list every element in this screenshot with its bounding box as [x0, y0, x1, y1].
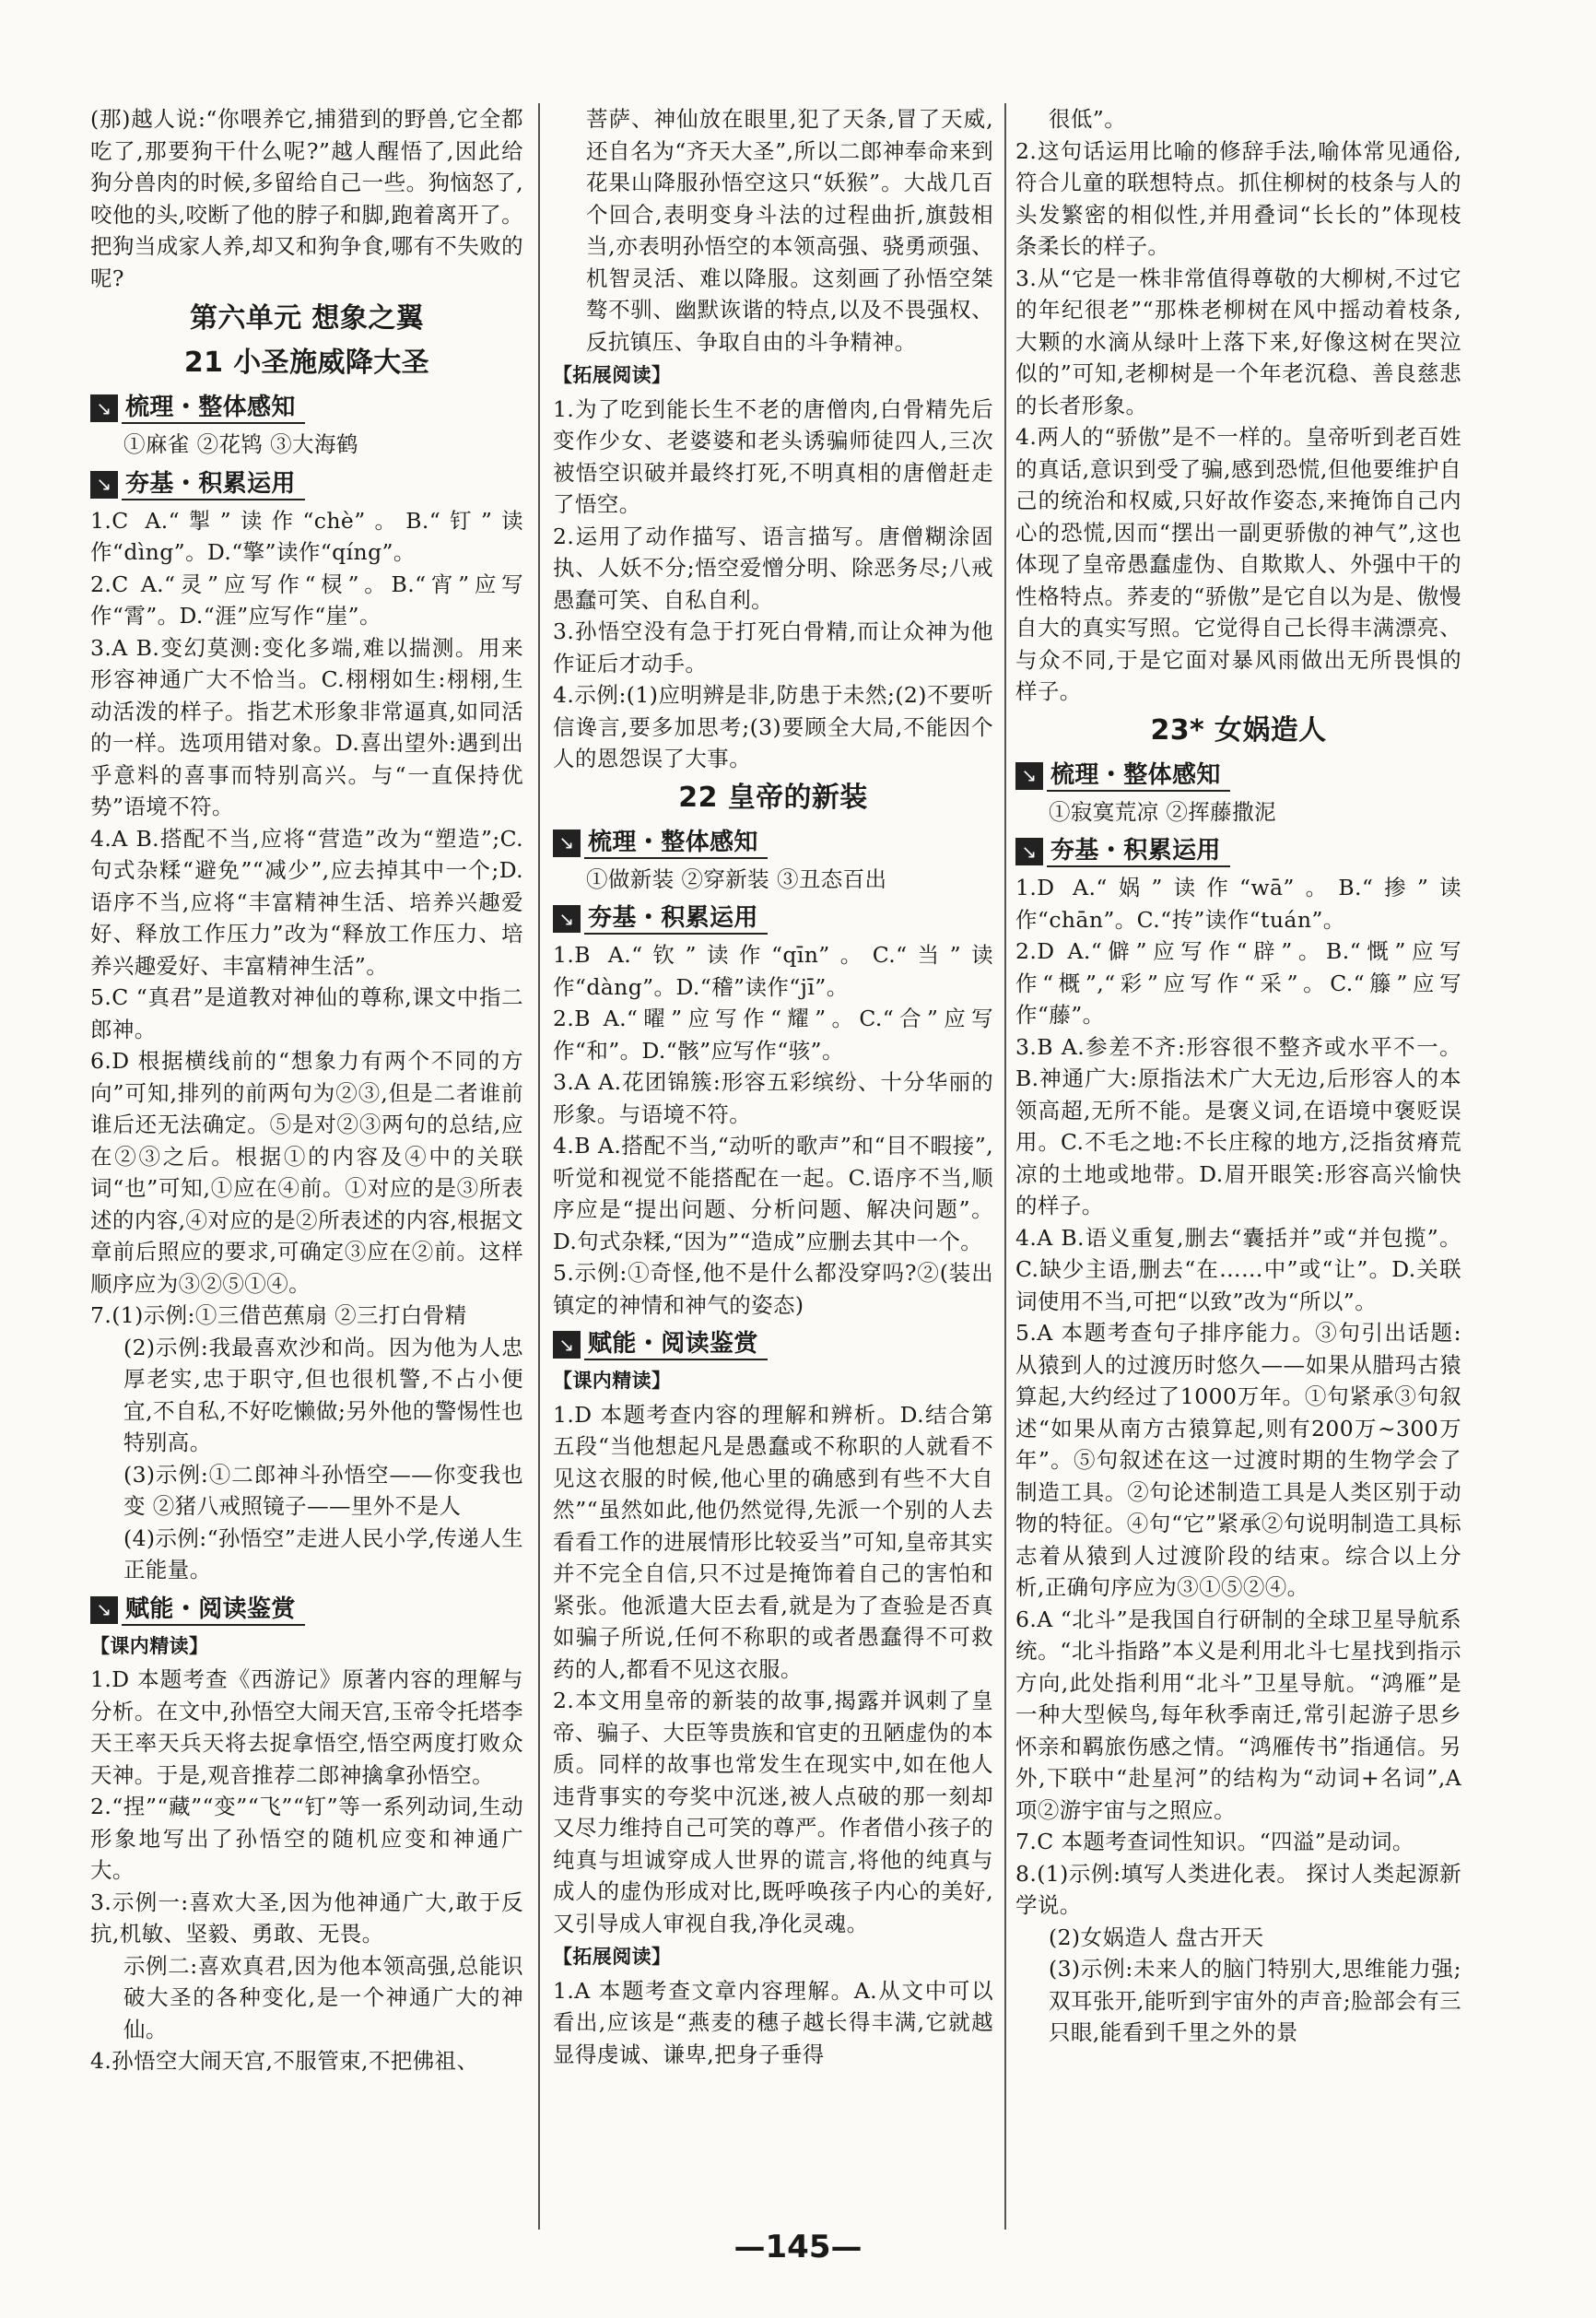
answer-item: 4.示例:(1)应明辨是非,防患于未然;(2)不要听信谗言,要多加思考;(3)要顾全大局,不能因个人的恩怨误了大事。	[553, 682, 993, 771]
answer-item: 3.从“它是一株非常值得尊敬的大柳树,不过它的年纪很老”“那株老柳树在风中摇动着枝条,大颗的水滴从绿叶上落下来,好像这树在哭泣似的”可知,老柳树是一个年老沉稳、善良慈悲的长者形象。	[1015, 265, 1461, 418]
answer-item: 4.孙悟空大闹天宫,不服管束,不把佛祖、	[90, 2048, 479, 2074]
arrow-box-icon: ↘	[553, 1331, 581, 1359]
answer-item: 3.A A.花团锦簇:形容五彩缤纷、十分华丽的形象。与语境不符。	[553, 1069, 993, 1127]
unit-title: 第六单元 想象之翼	[189, 302, 425, 335]
subheading-tuozhan: 【拓展阅读】	[553, 1946, 672, 1968]
answer-item: 4.B A.搭配不当,“动听的歌声”和“目不暇接”,听觉和视觉不能搭配在一起。C.语序不当,顺序应是“提出问题、分析问题、解决问题”。D.句式杂糅,“因为”“造成”应删去其中一个。	[553, 1133, 993, 1254]
shuli-answer: ①做新装 ②穿新装 ③丑态百出	[586, 865, 887, 892]
section-header-shuli: ↘ 梳理・整体感知	[553, 827, 993, 860]
arrow-box-icon: ↘	[90, 1596, 118, 1624]
column-1	[90, 103, 523, 2235]
lesson-title-22: 22 皇帝的新装	[678, 781, 868, 814]
arrow-box-icon: ↘	[553, 905, 581, 933]
arrow-box-icon: ↘	[1015, 762, 1043, 790]
answer-item: 1.A 本题考查文章内容理解。A.从文中可以看出,应该是“燕麦的穗子越长得丰满,它就越显得虔诚、谦卑,把身子垂得	[553, 1977, 993, 2067]
answer-item: 7.C 本题考查词性知识。“四溢”是动词。	[1015, 1829, 1414, 1854]
answer-item: 4.两人的“骄傲”是不一样的。皇帝听到老百姓的真话,意识到受了骗,感到恐慌,但他要维护自己的统治和权威,只好故作姿态,来掩饰自己内心的恐慌,因而“摆出一副更骄傲的神气”,这也体现了皇帝愚蠢虚伪、自欺欺人、外强中干的性格特点。荞麦的“骄傲”是它自以为是、傲慢自大的真实写照。它觉得自己长得丰满漂亮、与众不同,于是它面对暴风雨做出无所畏惧的样子。	[1015, 424, 1461, 704]
section-header-shuli: ↘ 梳理・整体感知	[90, 392, 523, 425]
answer-item: 6.A “北斗”是我国自行研制的全球卫星导航系统。“北斗指路”本义是利用北斗七星找到指示方向,此处指利用“北斗”卫星导航。“鸿雁”是一种大型候鸟,每年秋季南迁,常引起游子思乡怀亲和羁旅伤感之情。“鸿雁传书”指通信。另外,下联中“赴星河”的结构为“动词+名词”,A项②游宇宙与之照应。	[1015, 1606, 1461, 1823]
answer-item: 2.D A.“僻”应写作“辟”。B.“慨”应写作“概”,“彩”应写作“采”。C.“籐”应写作“藤”。	[1015, 938, 1461, 1028]
arrow-box-icon: ↘	[553, 830, 581, 857]
answer-item: 3.A B.变幻莫测:变化多端,难以揣测。用来形容神通广大不恰当。C.栩栩如生:栩栩,生动活泼的样子。指艺术形象非常逼真,如同活的一样。选项用错对象。D.喜出望外:遇到出乎意料的喜事而特别高兴。与“一直保持优势”语境不符。	[90, 634, 523, 819]
answer-subitem: (2)女娲造人 盘古开天	[1049, 1924, 1264, 1950]
answer-subitem: (2)示例:我最喜欢沙和尚。因为他为人忠厚老实,忠于职守,但也很机警,不占小便宜,不自私,不好吃懒做;另外他的警惕性也特别高。	[123, 1334, 523, 1455]
answer-item: 4.A B.语义重复,删去“囊括并”或“并包揽”。C.缺少主语,删去“在……中”或“让”。D.关联词使用不当,可把“以致”改为“所以”。	[1015, 1224, 1461, 1314]
answer-item: 1.C A.“掣”读作“chè”。B.“钉”读作“dìng”。D.“擎”读作“qíng”。	[90, 507, 523, 565]
answer-item: 1.D 本题考查内容的理解和辨析。D.结合第五段“当他想起凡是愚蠢或不称职的人就看不见这衣服的时候,他心里的确感到有些不大自然”“虽然如此,他仍然觉得,先派一个别的人去看看工作的进展情形比较妥当”可知,皇帝其实并不完全自信,只不过是掩饰着自己的害怕和紧张。他派遣大臣去看,就是为了查验是否真如骗子所说,任何不称职的或者愚蠢得不可救药的人,都看不见这衣服。	[553, 1401, 993, 1682]
answer-item: 6.D 根据横线前的“想象力有两个不同的方向”可知,排列的前两句为②③,但是二者谁前谁后还无法确定。⑤是对②③两句的总结,应在②③之后。根据①的内容及④中的关联词“也”可知,①应在④前。①对应的是③所表述的内容,④对应的是②所表述的内容,根据文章前后照应的要求,可确定③应在②前。这样顺序应为③②⑤①④。	[90, 1048, 523, 1297]
answer-item: 2.运用了动作描写、语言描写。唐僧糊涂固执、人妖不分;悟空爱憎分明、除恶务尽;八戒愚蠢可笑、自私自利。	[553, 523, 993, 613]
answer-subitem: (4)示例:“孙悟空”走进人民小学,传递人生正能量。	[123, 1524, 524, 1583]
answer-item: 7.(1)示例:①三借芭蕉扇 ②三打白骨精	[90, 1302, 467, 1328]
answer-item: 1.B A.“钦”读作“qīn”。C.“当”读作“dàng”。D.“稽”读作“jī”。	[553, 942, 993, 1000]
section-header-kuaji: ↘ 夯基・积累运用	[90, 468, 523, 501]
answer-item: 3.孙悟空没有急于打死白骨精,而让众神为他作证后才动手。	[553, 618, 993, 677]
answer-item: 5.示例:①奇怪,他不是什么都没穿吗?②(装出镇定的神情和神气的姿态)	[553, 1260, 993, 1318]
continued-paragraph: 菩萨、神仙放在眼里,犯了天条,冒了天威,还自名为“齐天大圣”,所以二郎神奉命来到花果山降服孙悟空这只“妖猴”。大战几百个回合,表明变身斗法的过程曲折,旗鼓相当,亦表明孙悟空的本领高强、骁勇顽强、机智灵活、难以降服。这刻画了孙悟空桀骜不驯、幽默诙谐的特点,以及不畏强权、反抗镇压、争取自由的斗争精神。	[586, 106, 993, 355]
answer-subitem: 示例二:喜欢真君,因为他本领高强,总能识破大圣的各种变化,是一个神通广大的神仙。	[123, 1952, 523, 2042]
page-number: —145—	[733, 2229, 863, 2265]
answer-item: 2.这句话运用比喻的修辞手法,喻体常见通俗,符合儿童的联想特点。抓住柳树的枝条与人的头发繁密的相似性,并用叠词“长长的”体现枝条柔长的样子。	[1015, 137, 1461, 259]
answer-item: 4.A B.搭配不当,应将“营造”改为“塑造”;C.句式杂糅“避免”“减少”,应去掉其中一个;D.语序不当,应将“丰富精神生活、培养兴趣爱好、释放工作压力”改为“释放工作压力、培养兴趣爱好、丰富精神生活”。	[90, 825, 523, 979]
section-header-kuaji: ↘ 夯基・积累运用	[1015, 835, 1461, 868]
arrow-box-icon: ↘	[90, 394, 118, 422]
answer-item: 5.A 本题考查句子排序能力。③句引出话题:从猿到人的过渡历时悠久——如果从腊玛古猿算起,大约经过了1000万年。①句紧承③句叙述“如果从南方古猿算起,则有200万~300万年”。⑤句叙述在这一过渡时期的生物学会了制造工具。②句论述制造工具是人类区别于动物的特征。④句“它”紧承②句说明制造工具标志着从猿到人过渡阶段的结束。综合以上分析,正确句序应为③①⑤②④。	[1015, 1320, 1461, 1600]
column-3	[1015, 103, 1461, 2235]
answer-item: 1.D A.“娲”读作“wā”。B.“掺”读作“chān”。C.“抟”读作“tuán”。	[1015, 875, 1461, 933]
answer-item: 1.为了吃到能长生不老的唐僧肉,白骨精先后变作少女、老婆婆和老头诱骗师徒四人,三次被悟空识破并最终打死,不明真相的唐僧赶走了悟空。	[553, 395, 993, 517]
answer-item: 2.B A.“曜”应写作“耀”。C.“合”应写作“和”。D.“骸”应写作“骇”。	[553, 1006, 993, 1064]
answer-item: 2.本文用皇帝的新装的故事,揭露并讽刺了皇帝、骗子、大臣等贵族和官吏的丑陋虚伪的本质。同样的故事也常发生在现实中,如在他人违背事实的夸奖中沉迷,被人点破的那一刻却又尽力维持自己可笑的尊严。作者借小孩子的纯真与坦诚穿成人世界的谎言,将他的纯真与成人的虚伪形成对比,既呼唤孩子内心的美好,又引导成人审视自我,净化灵魂。	[553, 1688, 993, 1936]
answer-item: 3.B A.参差不齐:形容很不整齐或水平不一。B.神通广大:原指法术广大无边,后形容人的本领高超,无所不能。是褒义词,在语境中褒贬误用。C.不毛之地:不长庄稼的地方,泛指贫瘠荒凉的土地或地带。D.眉开眼笑:形容高兴愉快的样子。	[1015, 1033, 1461, 1218]
arrow-box-icon: ↘	[1015, 838, 1043, 865]
shuli-answer: ①寂寞荒凉 ②挥藤撒泥	[1049, 798, 1276, 825]
answer-item: 2.“捏”“藏”“变”“飞”“钉”等一系列动词,生动形象地写出了孙悟空的随机应变和神通广大。	[90, 1794, 523, 1883]
lesson-title-23: 23* 女娲造人	[1150, 713, 1327, 747]
subheading-kenei: 【课内精读】	[90, 1634, 209, 1657]
answer-item: 2.C A.“灵”应写作“棂”。B.“宵”应写作“霄”。D.“涯”应写作“崖”。	[90, 571, 523, 629]
answer-subitem: (3)示例:①二郎神斗孙悟空——你变我也变 ②猪八戒照镜子——里外不是人	[123, 1461, 523, 1519]
continued-paragraph: 很低”。	[1049, 106, 1127, 132]
section-header-shuli: ↘ 梳理・整体感知	[1015, 759, 1461, 793]
column-divider-1	[538, 103, 540, 2230]
column-2	[553, 103, 993, 2235]
answer-item: 3.示例一:喜欢大圣,因为他神通广大,敢于反抗,机敏、坚毅、勇敢、无畏。	[90, 1889, 523, 1947]
subheading-kenei: 【课内精读】	[553, 1370, 672, 1392]
answer-item: 8.(1)示例:填写人类进化表。 探讨人类起源新学说。	[1015, 1860, 1461, 1918]
section-header-kuaji: ↘ 夯基・积累运用	[553, 902, 993, 935]
lesson-title-21: 21 小圣施威降大圣	[183, 347, 430, 379]
answer-item: 5.C “真君”是道教对神仙的尊称,课文中指二郎神。	[90, 984, 523, 1042]
subheading-tuozhan: 【拓展阅读】	[553, 364, 672, 386]
answer-item: 1.D 本题考查《西游记》原著内容的理解与分析。在文中,孙悟空大闹天宫,玉帝令托塔李天王率天兵天将去捉拿悟空,悟空两度打败众天神。于是,观音推荐二郎神擒拿孙悟空。	[90, 1666, 523, 1788]
section-header-funeng: ↘ 赋能・阅读鉴赏	[90, 1594, 523, 1627]
shuli-answer: ①麻雀 ②花鸨 ③大海鹤	[123, 431, 358, 457]
arrow-box-icon: ↘	[90, 471, 118, 499]
answer-subitem: (3)示例:未来人的脑门特别大,思维能力强;双耳张开,能听到宇宙外的声音;脸部会有三只眼,能看到千里之外的景	[1049, 1956, 1461, 2045]
column-divider-2	[1004, 103, 1006, 2230]
section-header-funeng: ↘ 赋能・阅读鉴赏	[553, 1328, 993, 1361]
intro-paragraph: (那)越人说:“你喂养它,捕猎到的野兽,它全都吃了,那要狗干什么呢?”越人醒悟了,因此给狗分兽肉的时候,多留给自己一些。狗恼怒了,咬他的头,咬断了他的脖子和脚,跑着离开了。把狗当成家人养,却又和狗争食,哪有不失败的呢?	[90, 106, 523, 291]
